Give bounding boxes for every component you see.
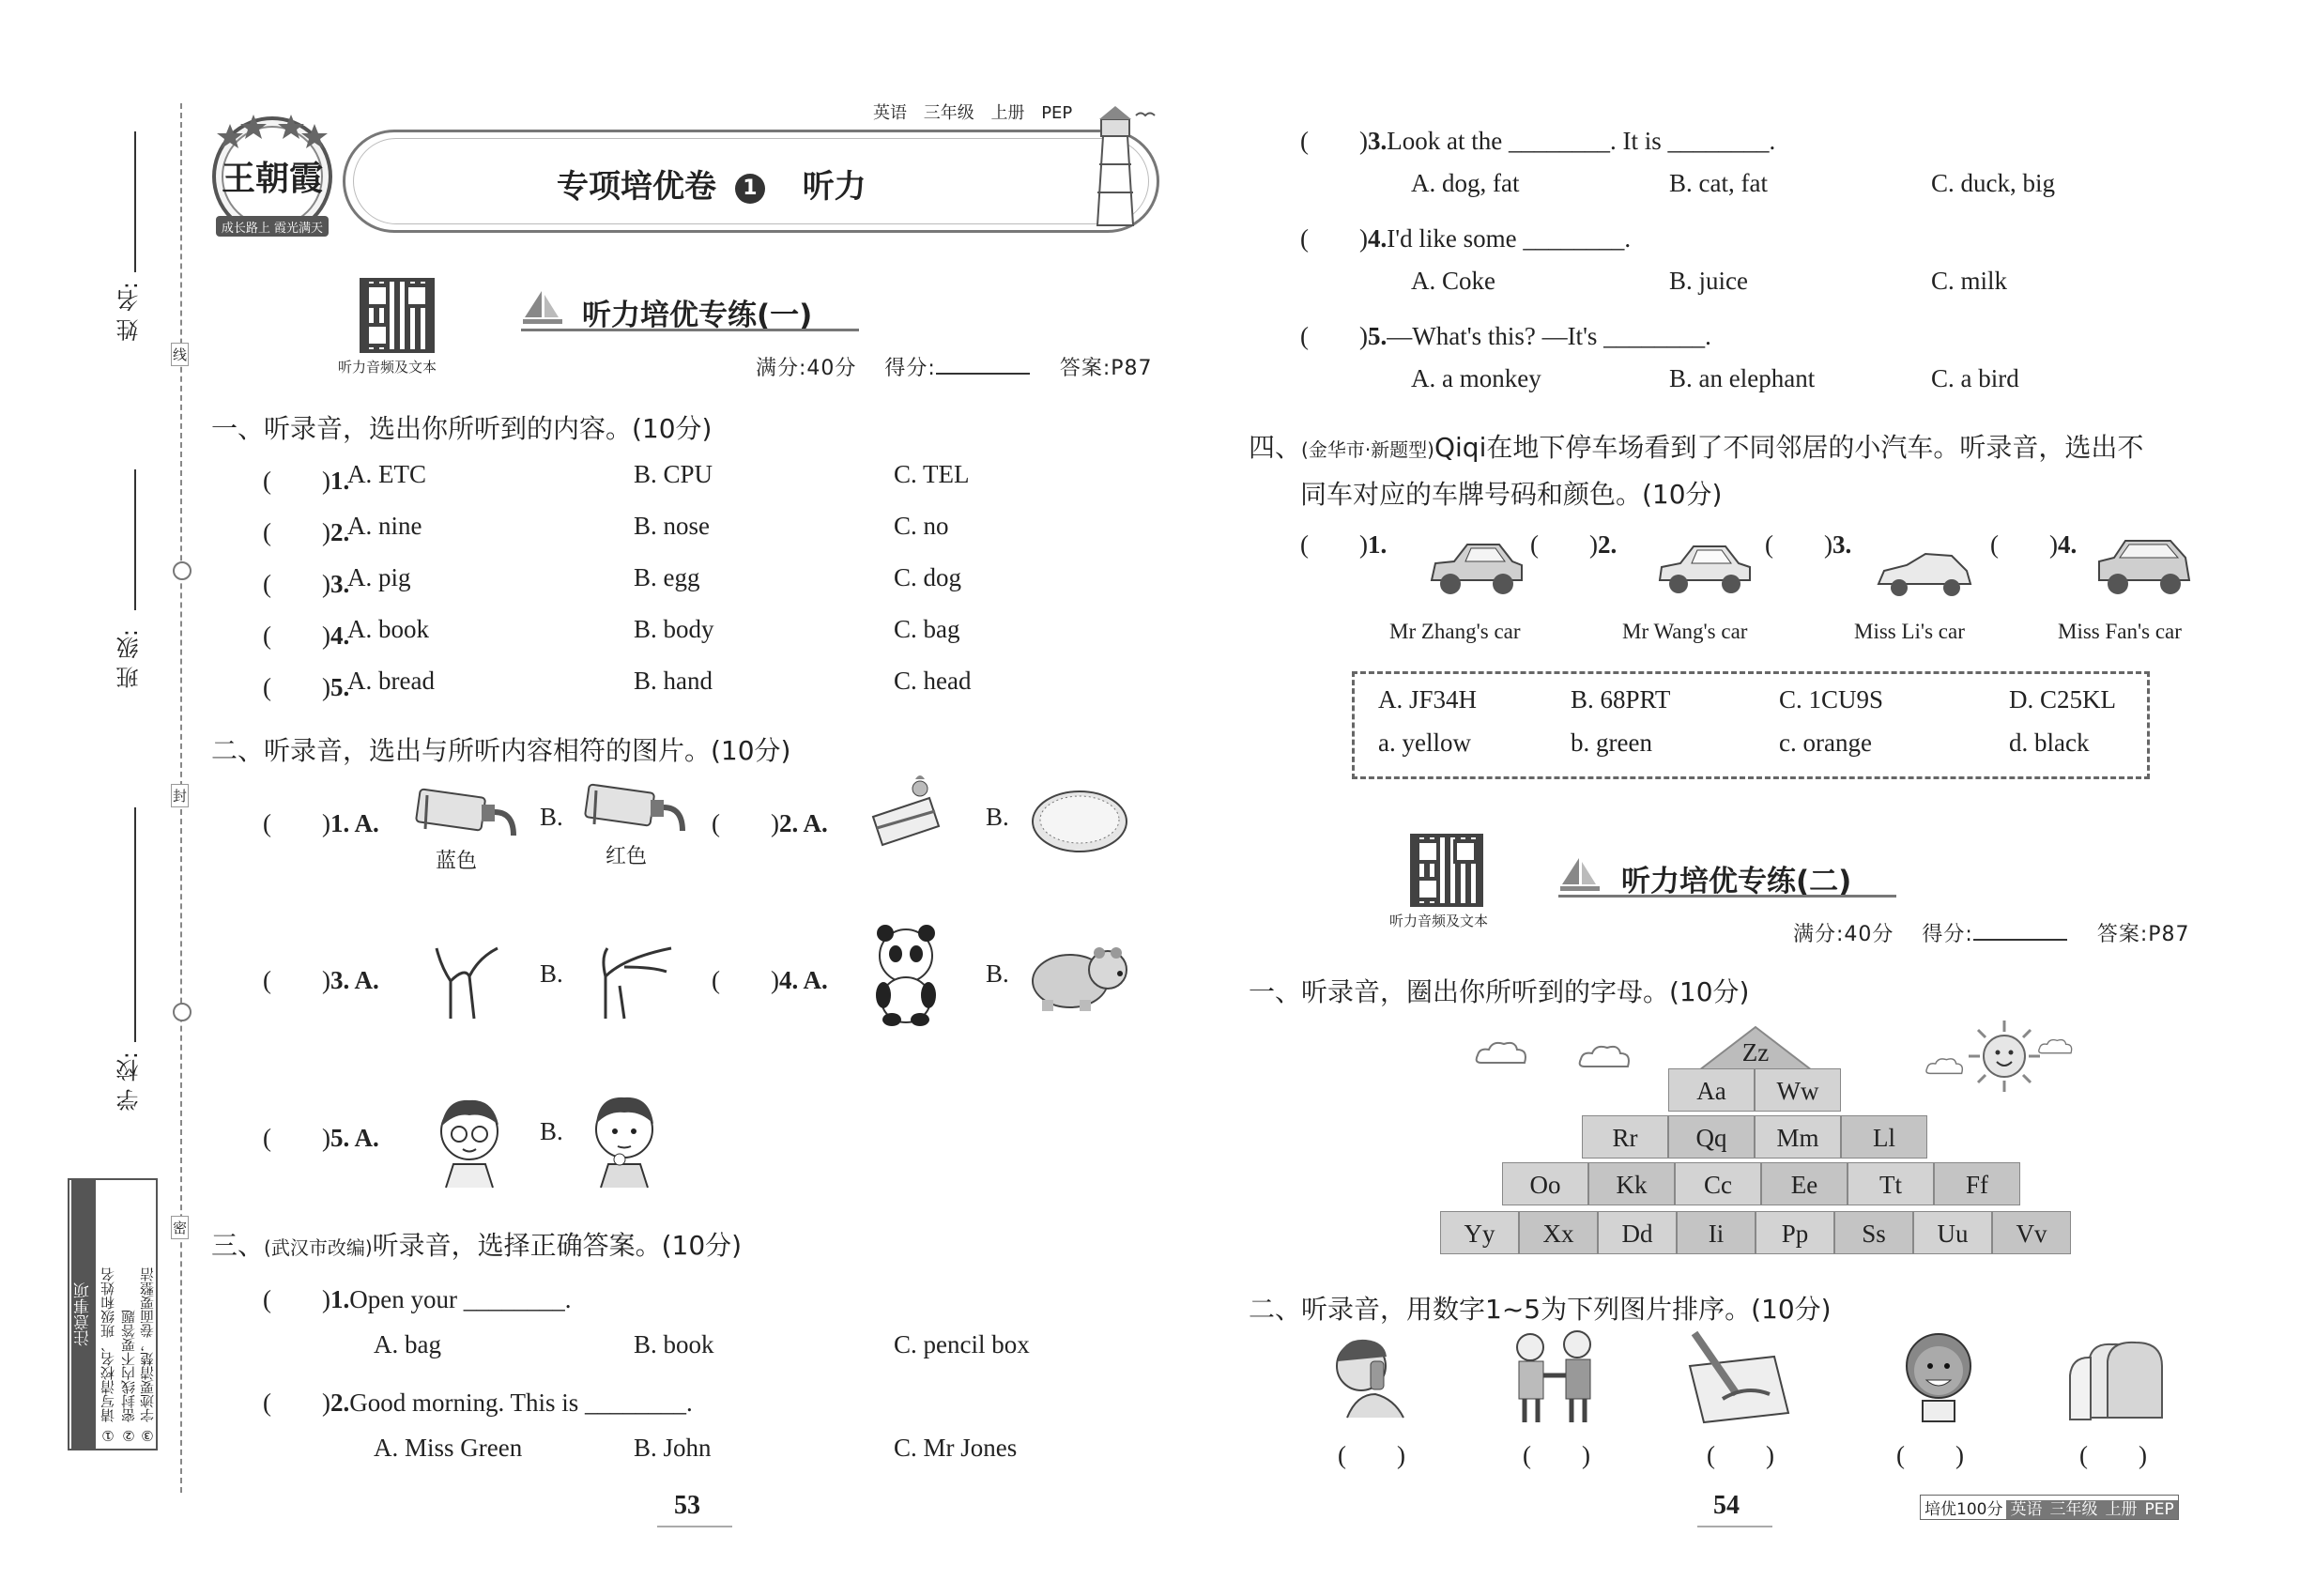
answer-paren[interactable]: ( )1.: [263, 467, 350, 495]
page-wave-decoration: [657, 1526, 732, 1527]
letter-cell[interactable]: Ll: [1841, 1115, 1927, 1159]
option-c: C. duck, big: [1931, 169, 2055, 197]
subject: 英语: [873, 103, 907, 123]
subject-line: [873, 100, 1072, 124]
option-b: B. book: [634, 1330, 714, 1358]
color-option: b. green: [1571, 729, 1652, 757]
letter-cell[interactable]: Yy: [1440, 1211, 1519, 1254]
answer-paren[interactable]: ( )2.: [1530, 530, 1618, 559]
letter-cell[interactable]: Ee: [1761, 1162, 1848, 1205]
option-c: C. head: [894, 667, 972, 695]
banner-topic: 听力: [802, 168, 866, 206]
answer-paren[interactable]: ( )3.: [263, 570, 350, 598]
handshake-image: [1502, 1324, 1605, 1427]
option-a: A. book: [347, 615, 429, 643]
answer-paren[interactable]: ( )4.: [1990, 530, 2078, 559]
option-b-label: B.: [540, 959, 563, 988]
question-item: [1300, 120, 2201, 214]
option-a: A. bag: [374, 1330, 441, 1358]
option-c: C. milk: [1931, 267, 2008, 295]
school-blank[interactable]: [134, 807, 136, 1042]
question-item: [1300, 315, 2201, 409]
car-item: [1990, 524, 2225, 655]
option-c: C. pencil box: [894, 1330, 1030, 1358]
section2-part2-heading: 二、听录音，用数字1~5为下列图片排序。(10分): [1249, 1294, 1832, 1325]
logo-text: 王朝霞: [221, 159, 323, 198]
option-b: B. body: [634, 615, 714, 643]
option-b-label: B.: [540, 1117, 563, 1145]
color-option: c. orange: [1779, 729, 1872, 757]
ring-icon: [173, 1003, 192, 1021]
item-number: 1.: [330, 467, 350, 495]
item-label: 2. A.: [778, 809, 828, 837]
footer-subject: 英语: [2006, 1500, 2046, 1519]
logo-ribbon: 成长路上 霞光满天: [221, 222, 324, 236]
letter-cell[interactable]: Tt: [1848, 1162, 1934, 1205]
question-item: [263, 1279, 1030, 1373]
item-number: 3.: [1832, 530, 1852, 559]
option-b: B. hand: [634, 667, 713, 695]
list-item: [263, 615, 1014, 652]
car-owner: Miss Li's car: [1854, 620, 1965, 643]
letter-cell[interactable]: Dd: [1598, 1211, 1677, 1254]
drawing-image: [1680, 1328, 1793, 1427]
option-c: C. no: [894, 512, 949, 540]
banner-title: [557, 161, 866, 207]
plate-option: D. C25KL: [2009, 685, 2116, 714]
qr-code[interactable]: [360, 278, 435, 353]
footer-brand: 培优100分: [1921, 1500, 2006, 1519]
page-wave-decoration: [1697, 1526, 1772, 1527]
letter-cell[interactable]: Ii: [1677, 1211, 1756, 1254]
letter-cell[interactable]: Vv: [1992, 1211, 2071, 1254]
answer-paren[interactable]: ( )1.: [1300, 530, 1388, 559]
full-score: 满分:40分: [756, 357, 857, 380]
letter-cell[interactable]: Cc: [1675, 1162, 1761, 1205]
option-b: B. John: [634, 1434, 712, 1462]
part4-prefix: 四、: [1249, 432, 1302, 463]
bread-image: [2061, 1333, 2173, 1427]
option-b: B. cat, fat: [1669, 169, 1768, 197]
item-number: 2.: [330, 1389, 350, 1417]
boy-thinking-image[interactable]: [582, 1084, 667, 1192]
footer-volume: 上册: [2101, 1500, 2140, 1519]
sidebar: [56, 94, 188, 1493]
qr-caption: 听力音频及文本: [1389, 913, 1489, 929]
answer-paren[interactable]: ( )3.Look at the ________. It is ________.: [1300, 127, 1776, 155]
section1-title: 听力培优专练(一): [582, 299, 813, 332]
question-item: [1300, 218, 2201, 312]
banner-num-badge: 1: [735, 174, 765, 204]
option-b-label: B.: [986, 803, 1009, 831]
section2-meta: [1793, 918, 2190, 947]
answer-paren[interactable]: ( ): [1707, 1441, 1774, 1469]
option-b: B. egg: [634, 563, 700, 591]
footer-grade: 三年级: [2046, 1500, 2101, 1519]
question-text: —What's this? —It's ________.: [1387, 322, 1711, 350]
name-label: 姓 名:: [116, 282, 143, 342]
color-option: d. black: [2009, 729, 2090, 757]
item-label: 4. A.: [778, 966, 828, 994]
title-banner: [343, 130, 1159, 233]
edition: PEP: [1041, 103, 1073, 123]
letter-cell[interactable]: Pp: [1756, 1211, 1834, 1254]
letter-cell[interactable]: Uu: [1913, 1211, 1992, 1254]
smiling-boy-image: [1896, 1324, 1981, 1427]
section2-part1-heading: 一、听录音，圈出你所听到的字母。(10分): [1249, 976, 1750, 1007]
school-label: 学 校:: [116, 1051, 143, 1112]
note-3: ③ 字迹要清楚，卷面要整洁: [139, 1267, 156, 1444]
letter-cell[interactable]: Ss: [1834, 1211, 1913, 1254]
hand-gesture-image-b[interactable]: [587, 929, 681, 1023]
letter-cell[interactable]: Qq: [1668, 1115, 1755, 1159]
option-c: C. dog: [894, 563, 962, 591]
car-item: [1765, 524, 2000, 655]
answer-paren[interactable]: ( )2. A.: [712, 809, 828, 837]
score-label: 得分:: [884, 357, 936, 380]
class-blank[interactable]: [134, 469, 136, 610]
list-item: [263, 460, 1014, 498]
car-item: [1300, 524, 1535, 655]
item-number: 4.: [1367, 224, 1388, 253]
option-a: A. nine: [347, 512, 422, 540]
sailboat-icon: [521, 289, 564, 331]
cloud-icon: [1577, 1044, 1633, 1075]
item-number: 1.: [330, 1285, 350, 1313]
grade: 三年级: [923, 103, 974, 123]
option-b: B. nose: [634, 512, 710, 540]
answer-page: 答案:P87: [1059, 357, 1153, 380]
sailboat-icon: [1558, 856, 1602, 898]
phone-call-image: [1319, 1328, 1413, 1422]
letter-cell[interactable]: Ww: [1755, 1068, 1841, 1112]
car-image[interactable]: [1424, 535, 1527, 601]
answer-paren[interactable]: ( )4. A.: [712, 966, 828, 994]
caption-red: 红色: [606, 845, 648, 868]
hand-gesture-image-a[interactable]: [422, 929, 516, 1023]
answer-paren[interactable]: ( )5.—What's this? —It's ________.: [1300, 322, 1711, 350]
item-label: 5. A.: [330, 1124, 379, 1152]
note-2: ② 密封线内不要答题: [120, 1310, 137, 1444]
footer-badge: [1920, 1495, 2179, 1520]
item-number: 4.: [330, 622, 350, 650]
list-item: [263, 667, 1014, 704]
item-number: 3.: [330, 570, 350, 598]
car-image[interactable]: [1652, 535, 1756, 601]
question-text: Look at the ________. It is ________.: [1387, 127, 1776, 155]
volume: 上册: [990, 103, 1025, 123]
lighthouse-icon: [1075, 99, 1159, 235]
question-text: Open your ________.: [349, 1285, 572, 1313]
seal-mark-secret: 密: [171, 1216, 189, 1239]
question-item: [263, 1382, 1018, 1476]
answer-page: 答案:P87: [2096, 923, 2190, 946]
section2-title: 听力培优专练(二): [1621, 865, 1852, 898]
item-number: 1.: [1367, 530, 1388, 559]
score-blank[interactable]: [936, 373, 1030, 375]
car-image[interactable]: [1873, 545, 1976, 601]
answer-paren[interactable]: ( )1. A.: [263, 809, 379, 837]
answer-paren[interactable]: ( )1.Open your ________.: [263, 1285, 572, 1313]
part3-source: (武汉市改编): [264, 1236, 373, 1259]
bear-image[interactable]: [1028, 934, 1131, 1014]
item-number: 3.: [1367, 127, 1388, 155]
red-paint-tube-image[interactable]: [577, 779, 690, 845]
letter-cell[interactable]: Xx: [1519, 1211, 1598, 1254]
part3-heading: [211, 1225, 742, 1263]
option-b: B. juice: [1669, 267, 1748, 295]
question-text: I'd like some ________.: [1387, 224, 1632, 253]
score-blank[interactable]: [1973, 939, 2067, 941]
plate-option: C. 1CU9S: [1779, 685, 1884, 714]
score-label: 得分:: [1922, 923, 1973, 946]
answer-paren[interactable]: ( )5.: [263, 673, 350, 701]
page-number-right: 54: [1713, 1491, 1740, 1520]
option-b-label: B.: [540, 803, 563, 831]
blue-paint-tube-image[interactable]: [408, 784, 521, 850]
answer-paren[interactable]: ( ): [2079, 1441, 2147, 1469]
rice-image[interactable]: [1028, 784, 1131, 859]
section1-meta: [756, 352, 1153, 381]
full-score: 满分:40分: [1793, 923, 1894, 946]
option-c: C. a bird: [1931, 364, 2019, 392]
item-label: 3. A.: [330, 966, 379, 994]
notes-title: 注意事项: [71, 1180, 96, 1449]
letter-cell[interactable]: Oo: [1502, 1162, 1588, 1205]
letter-cell[interactable]: Rr: [1582, 1115, 1668, 1159]
banner-title-text: 专项培优卷: [557, 168, 716, 206]
answer-paren[interactable]: ( )3. A.: [263, 966, 379, 994]
car-owner: Miss Fan's car: [2058, 620, 2182, 643]
answer-paren[interactable]: ( )3.: [1765, 530, 1852, 559]
answer-paren[interactable]: ( ): [1523, 1441, 1590, 1469]
part1-heading: 一、听录音，选出你所听到的内容。(10分): [211, 413, 713, 444]
answer-paren[interactable]: ( )4.: [263, 622, 350, 650]
name-blank[interactable]: [134, 131, 136, 272]
part4-heading-cont: 同车对应的车牌号码和颜色。(10分): [1300, 479, 1723, 510]
car-item: [1530, 524, 1765, 655]
logo-badge: [202, 103, 343, 244]
answer-paren[interactable]: ( )2.: [263, 518, 350, 546]
list-item: [263, 512, 1014, 549]
letter-cell[interactable]: Aa: [1668, 1068, 1755, 1112]
notes-box: [68, 1178, 158, 1450]
plate-option: B. 68PRT: [1571, 685, 1671, 714]
footer-edition: PEP: [2140, 1500, 2177, 1519]
option-a: A. Miss Green: [374, 1434, 523, 1462]
letter-cell[interactable]: Zz: [1741, 1038, 1770, 1067]
answer-paren[interactable]: ( )5. A.: [263, 1124, 379, 1152]
car-owner: Mr Wang's car: [1622, 620, 1748, 643]
part3-text: 听录音，选择正确答案。(10分): [372, 1230, 743, 1261]
cloud-icon: [1474, 1040, 1530, 1071]
cloud-icon: [2037, 1037, 2075, 1061]
letter-cell[interactable]: Mm: [1755, 1115, 1841, 1159]
class-label: 班 级:: [116, 629, 143, 689]
answer-paren[interactable]: ( ): [1338, 1441, 1405, 1469]
item-number: 5.: [330, 673, 350, 701]
qr-caption: 听力音频及文本: [338, 359, 437, 376]
seal-mark-line: 线: [171, 343, 189, 366]
boy-glasses-image[interactable]: [427, 1089, 512, 1192]
item-number: 4.: [2057, 530, 2078, 559]
option-c: C. bag: [894, 615, 960, 643]
item-label: 1. A.: [330, 809, 379, 837]
section1-title-underline: [521, 329, 859, 331]
option-b: B. an elephant: [1669, 364, 1816, 392]
caption-blue: 蓝色: [436, 850, 478, 873]
option-c: C. Mr Jones: [894, 1434, 1018, 1462]
option-b-label: B.: [986, 959, 1009, 988]
option-a: A. ETC: [347, 460, 426, 488]
plate-color-box: [1352, 671, 2150, 779]
answer-paren[interactable]: ( ): [1896, 1441, 1964, 1469]
option-a: A. Coke: [1411, 267, 1495, 295]
answer-paren[interactable]: ( )2.Good morning. This is ________.: [263, 1389, 693, 1417]
qr-code[interactable]: [1410, 834, 1483, 907]
option-a: A. a monkey: [1411, 364, 1541, 392]
sun-icon: [1967, 1019, 2042, 1098]
page-number-left: 53: [674, 1491, 700, 1520]
letter-cell[interactable]: Ff: [1934, 1162, 2020, 1205]
list-item: [263, 563, 1014, 601]
option-a: A. bread: [347, 667, 435, 695]
option-b: B. CPU: [634, 460, 713, 488]
item-number: 2.: [330, 518, 350, 546]
part4-source: (金华市·新题型): [1301, 438, 1434, 461]
option-a: A. pig: [347, 563, 411, 591]
option-c: C. TEL: [894, 460, 970, 488]
car-image[interactable]: [2092, 533, 2195, 599]
part2-heading: 二、听录音，选出与所听内容相符的图片。(10分): [211, 735, 791, 766]
section2-title-underline: [1558, 895, 1896, 898]
letter-cell[interactable]: Kk: [1588, 1162, 1675, 1205]
panda-image[interactable]: [868, 920, 943, 1028]
cloud-icon: [1924, 1056, 1966, 1082]
item-number: 2.: [1597, 530, 1618, 559]
part4-heading: [1249, 427, 2143, 465]
seal-mark-seal: 封: [171, 784, 189, 807]
ring-icon: [173, 561, 192, 580]
part3-prefix: 三、: [211, 1230, 265, 1261]
part4-text-1: Qiqi在地下停车场看到了不同邻居的小汽车。听录音，选出不: [1434, 432, 2144, 463]
question-text: Good morning. This is ________.: [349, 1389, 693, 1417]
note-1: ① 请写清校名、班级和姓名: [100, 1267, 116, 1444]
car-owner: Mr Zhang's car: [1389, 620, 1521, 643]
option-a: A. dog, fat: [1411, 169, 1520, 197]
color-option: a. yellow: [1378, 729, 1471, 757]
item-number: 5.: [1367, 322, 1388, 350]
plate-option: A. JF34H: [1378, 685, 1478, 714]
answer-paren[interactable]: ( )4.I'd like some ________.: [1300, 224, 1632, 253]
cake-image[interactable]: [864, 770, 948, 854]
